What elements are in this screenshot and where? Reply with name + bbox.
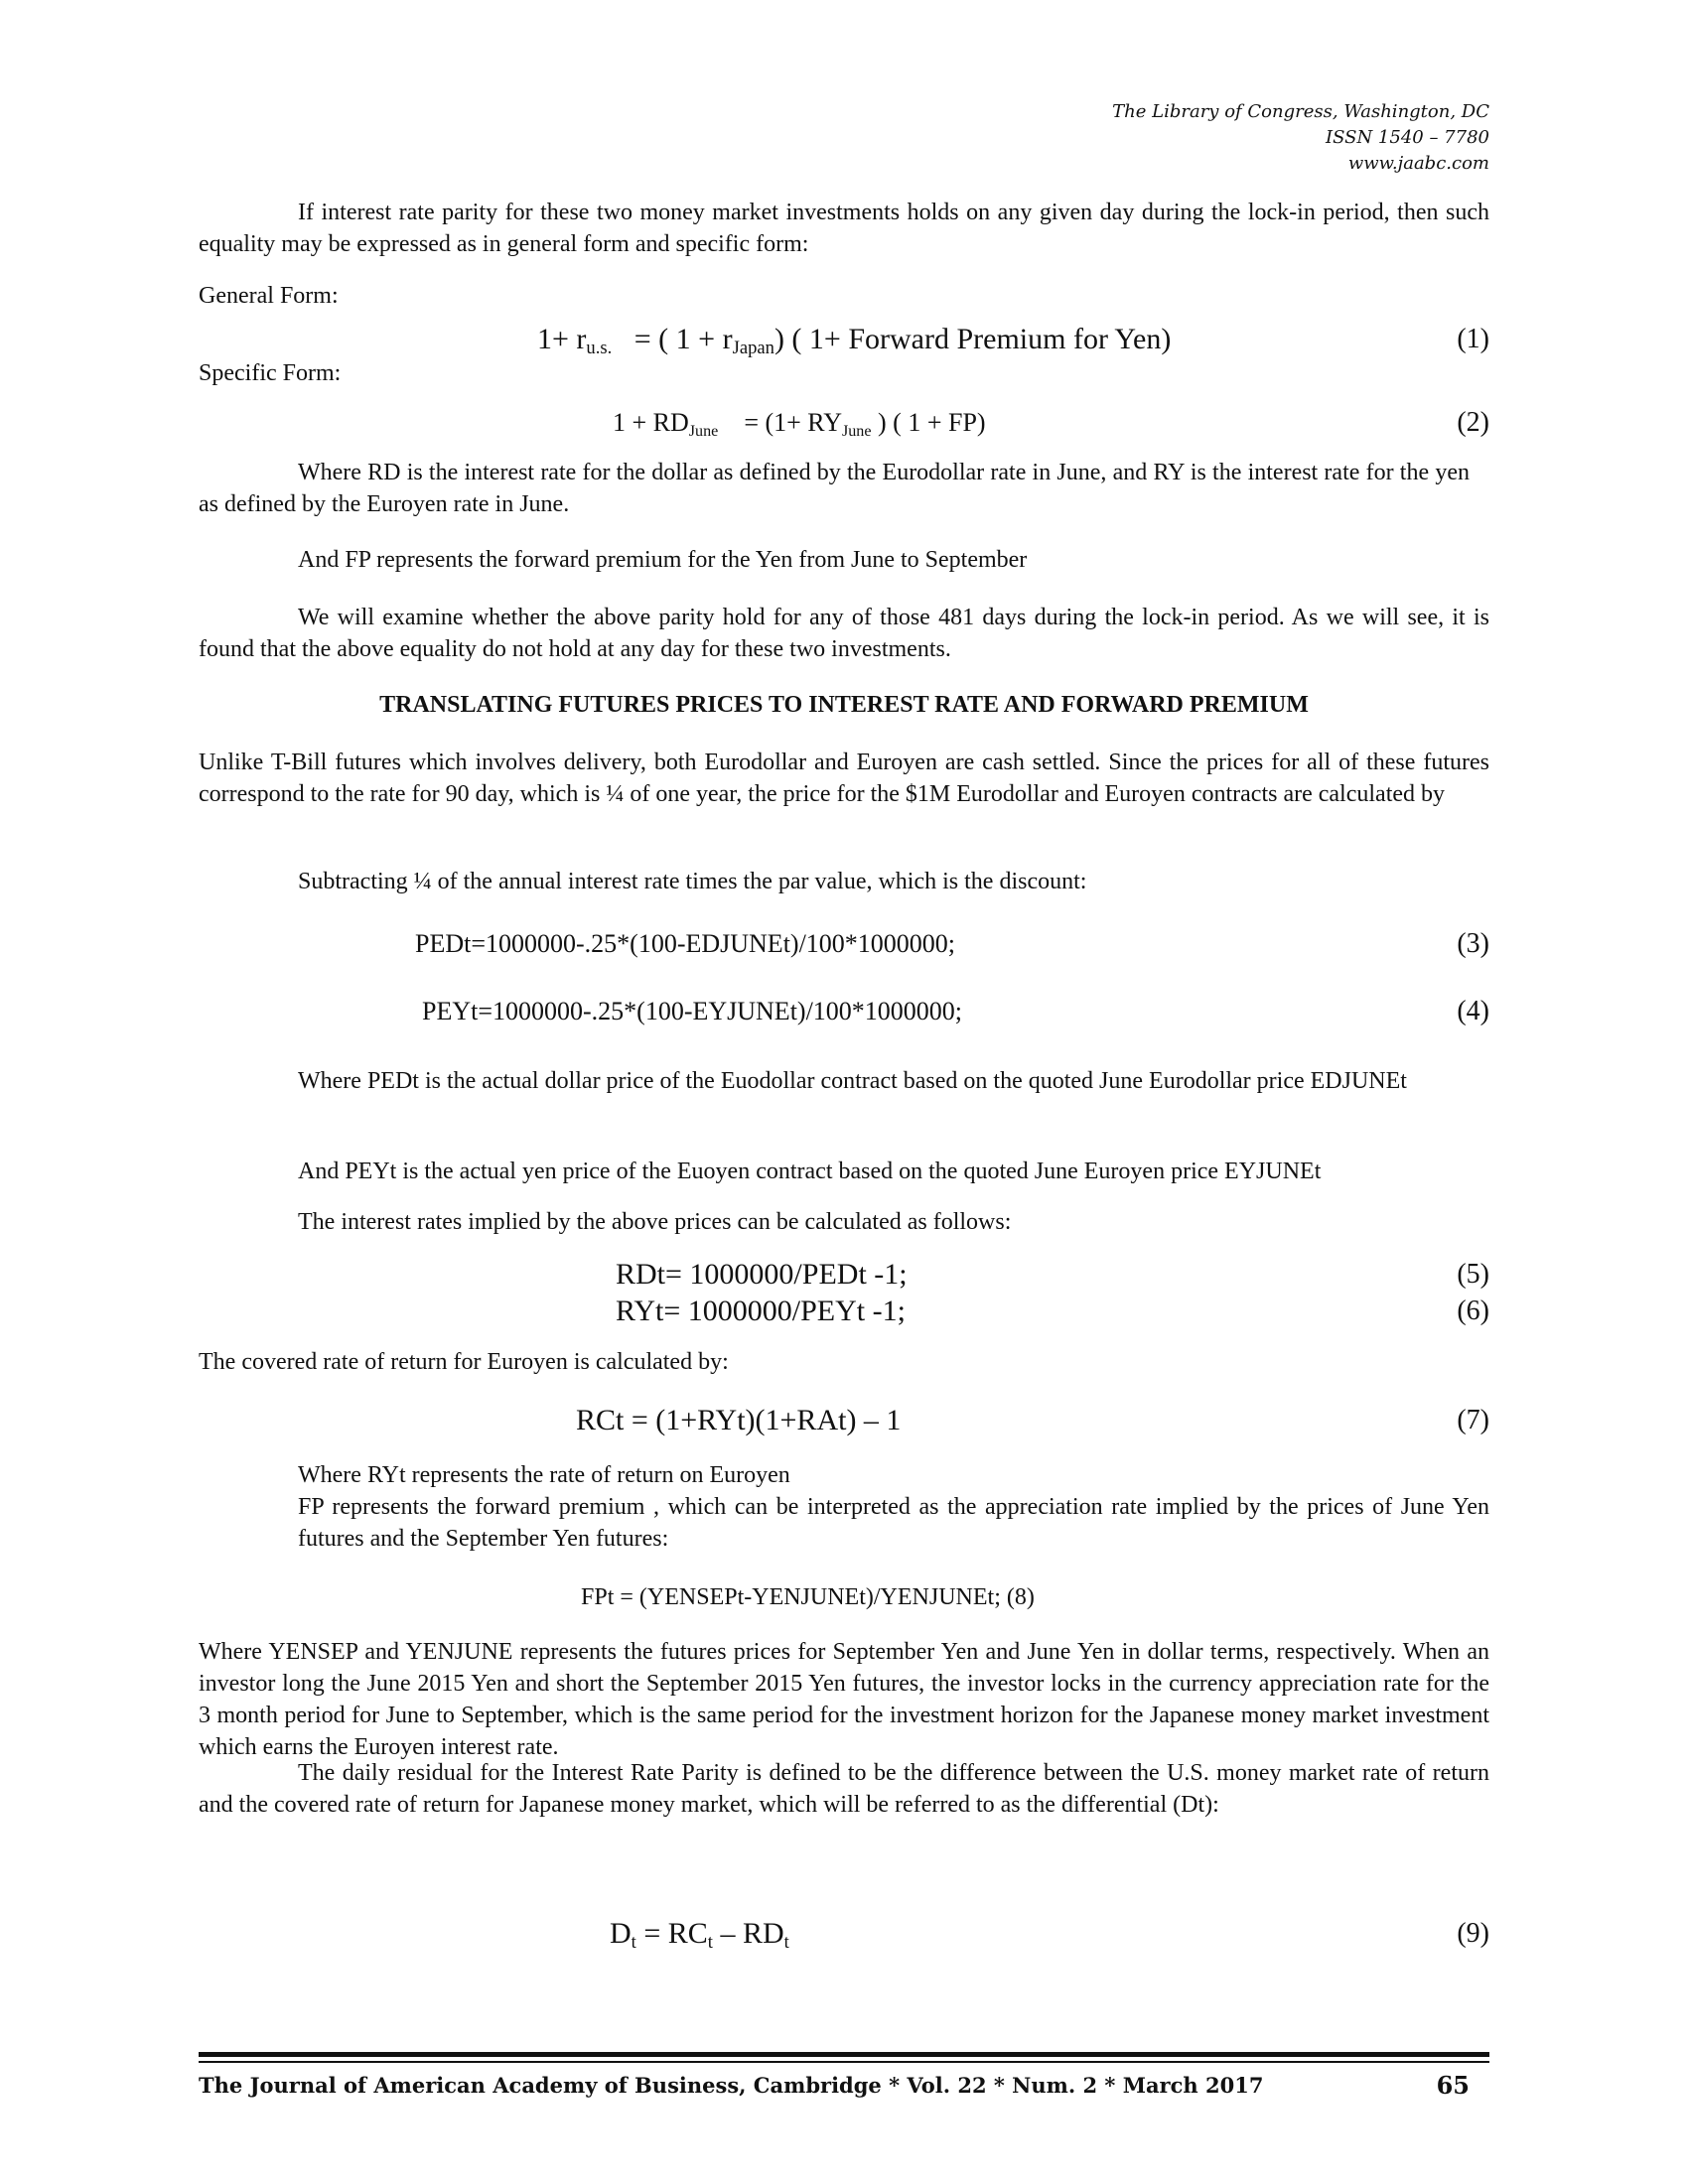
page-number: 65 <box>1436 2071 1470 2100</box>
paragraph-and-peyt: And PEYt is the actual yen price of the Euoyen contract based on the quoted June Euroyen price EYJUNEt <box>298 1159 1322 1184</box>
specific-form-label: Specific Form: <box>199 360 342 386</box>
eq9-rd-subscript: t <box>783 1932 789 1953</box>
header-line-website: www.jaabc.com <box>1347 153 1489 174</box>
paragraph-where-rd: Where RD is the interest rate for the dollar as defined by the Eurodollar rate in June, and RY is the interest rate for the yen as defined by the Euroyen rate in June. <box>199 460 1470 517</box>
eq2-lhs-subscript: June <box>688 423 719 440</box>
section-heading: TRANSLATING FUTURES PRICES TO INTEREST RATE AND FORWARD PREMIUM <box>379 692 1309 718</box>
paragraph-implied: The interest rates implied by the above prices can be calculated as follows: <box>298 1209 1012 1235</box>
eq1-rhs: ) ( 1+ Forward Premium for Yen) <box>774 323 1172 355</box>
paragraph-fp-definition: FP represents the forward premium , which can be interpreted as the appreciation rate implied by the prices of June Yen futures and the September Yen futures: <box>298 1494 1489 1552</box>
eq1-lhs: 1+ r <box>537 323 587 355</box>
paragraph-subtracting: Subtracting ¼ of the annual interest rate times the par value, which is the discount: <box>298 869 1087 894</box>
equation-6-number: (6) <box>1457 1296 1489 1326</box>
equation-2 <box>613 407 986 448</box>
paragraph-yensep: Where YENSEP and YENJUNE represents the futures prices for September Yen and June Yen in dollar terms, respectively. When an investor long the June 2015 Yen and short the September 2015 Yen futures, the investor locks in the currency appreciation rate for the 3 month period for June to September, which is the same period for the investment horizon for the Japanese money market investment which earns the Euroyen interest rate. <box>199 1639 1489 1760</box>
eq1-lhs-subscript: u.s. <box>586 338 613 358</box>
paragraph-where-pedt: Where PEDt is the actual dollar price of the Euodollar contract based on the quoted June Eurodollar price EDJUNEt <box>298 1068 1407 1094</box>
eq2-middle-subscript: June <box>841 423 872 440</box>
equation-1-number: (1) <box>1457 324 1489 354</box>
footer-rule-thin <box>199 2061 1489 2063</box>
running-header <box>1112 99 1489 177</box>
header-line-library: The Library of Congress, Washington, DC <box>1112 101 1489 122</box>
eq9-d-subscript: t <box>631 1932 636 1953</box>
equation-7-number: (7) <box>1457 1405 1489 1435</box>
equation-2-number: (2) <box>1457 407 1489 438</box>
paragraph-residual: The daily residual for the Interest Rate Parity is defined to be the difference between the U.S. money market rate of return and the covered rate of return for Japanese money market, which will be referred to as the differential (Dt): <box>199 1760 1489 1818</box>
paragraph-covered: The covered rate of return for Euroyen is calculated by: <box>199 1349 729 1375</box>
equation-5-number: (5) <box>1457 1259 1489 1290</box>
header-line-issn: ISSN 1540 – 7780 <box>1326 127 1489 148</box>
equation-4-number: (4) <box>1457 996 1489 1026</box>
eq1-middle: = ( 1 + r <box>633 323 733 355</box>
eq9-rc: = RC <box>635 1917 708 1950</box>
equation-8: FPt = (YENSEPt-YENJUNEt)/YENJUNEt; (8) <box>581 1584 1035 1610</box>
footer-rule-thick <box>199 2052 1489 2057</box>
footer-journal-citation: The Journal of American Academy of Business, Cambridge * Vol. 22 * Num. 2 * March 2017 <box>199 2073 1264 2098</box>
eq2-rhs: ) ( 1 + FP) <box>878 408 986 437</box>
running-footer <box>199 2071 1489 2101</box>
paragraph-examine: We will examine whether the above parity hold for any of those 481 days during the lock-in period. As we will see, it is found that the above equality do not hold at any day for these two investments. <box>199 605 1489 662</box>
equation-6: RYt= 1000000/PEYt -1; <box>616 1295 906 1327</box>
paragraph-fp: And FP represents the forward premium for the Yen from June to September <box>298 547 1028 573</box>
general-form-label: General Form: <box>199 283 339 309</box>
eq9-rd: – RD <box>712 1917 784 1950</box>
equation-5: RDt= 1000000/PEDt -1; <box>616 1258 908 1291</box>
eq9-d: D <box>610 1917 632 1950</box>
eq2-lhs: 1 + RD <box>613 408 689 437</box>
paragraph-where-ryt: Where RYt represents the rate of return on Euroyen <box>298 1462 790 1488</box>
equation-9-number: (9) <box>1457 1918 1489 1949</box>
equation-4: PEYt=1000000-.25*(100-EYJUNEt)/100*1000000; <box>422 997 963 1025</box>
paragraph-intro: If interest rate parity for these two money market investments holds on any given day during the lock-in period, then such equality may be expressed as in general form and specific form: <box>199 200 1489 257</box>
eq9-rc-subscript: t <box>707 1932 713 1953</box>
paragraph-unlike: Unlike T-Bill futures which involves delivery, both Eurodollar and Euroyen are cash settled. Since the prices for all of these futures correspond to the rate for 90 day, which is ¼ of one year, the price for the $1M Eurodollar and Euroyen contracts are calculated by <box>199 750 1489 807</box>
eq2-middle: = (1+ RY <box>744 408 842 437</box>
equation-1 <box>537 324 1171 364</box>
eq1-middle-subscript: Japan <box>732 338 774 358</box>
equation-3: PEDt=1000000-.25*(100-EDJUNEt)/100*1000000; <box>415 929 956 958</box>
equation-7: RCt = (1+RYt)(1+RAt) – 1 <box>576 1404 902 1436</box>
equation-9 <box>610 1918 789 1959</box>
equation-3-number: (3) <box>1457 928 1489 959</box>
